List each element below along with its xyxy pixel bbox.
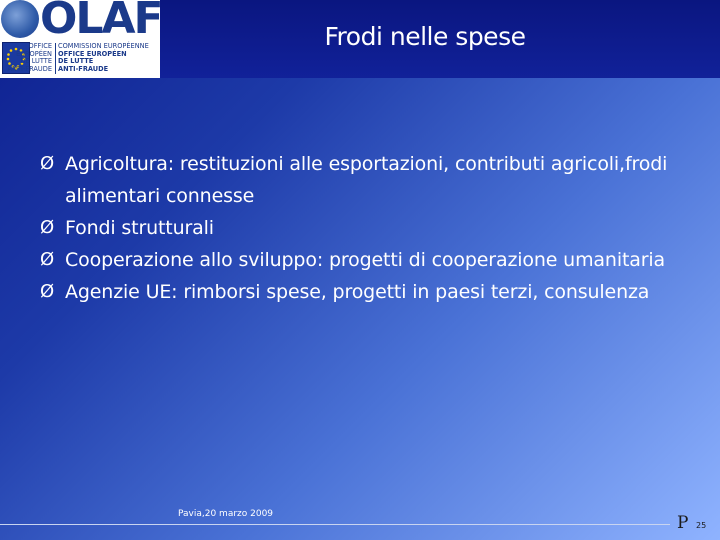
arrow-bullet-icon: Ø [40, 281, 55, 302]
slide-title: Frodi nelle spese [324, 22, 526, 51]
bullet-text: Fondi strutturali [65, 217, 214, 239]
bullet-list [40, 148, 700, 308]
footer-mark: P [677, 513, 689, 533]
header-bar [0, 0, 720, 78]
logo-left-line: OFFICE [28, 42, 52, 50]
footer-date: Pavia,20 marzo 2009 [178, 509, 274, 519]
globe-icon [1, 0, 39, 38]
bullet-item [40, 244, 700, 276]
logo-wordmark [0, 0, 162, 44]
logo-text-left [8, 43, 56, 74]
logo-left-line: ANTI-FRAUDE [7, 65, 52, 74]
logo-right-line: ANTI-FRAUDE [58, 65, 109, 74]
logo-left-line: DE LUTTE [20, 57, 52, 66]
logo-text-right [58, 43, 149, 74]
logo-left-line: EUROPÉEN [15, 49, 52, 58]
logo-wordmark-text: OLAF [40, 0, 162, 44]
arrow-bullet-icon: Ø [40, 249, 55, 270]
bullet-text: Agricoltura: restituzioni alle esportazioni, contributi agricoli,frodi alimentari connesse [65, 153, 668, 207]
olaf-logo [0, 0, 160, 78]
bullet-item [40, 276, 700, 308]
page-number: 25 [696, 521, 707, 530]
bullet-item [40, 148, 700, 212]
arrow-bullet-icon: Ø [40, 217, 55, 238]
logo-right-line: OFFICE EUROPÉEN [58, 49, 127, 58]
logo-right-line: DE LUTTE [58, 57, 94, 66]
footer-divider [0, 524, 670, 525]
bullet-text: Agenzie UE: rimborsi spese, progetti in paesi terzi, consulenza [65, 281, 650, 303]
bullet-text: Cooperazione allo sviluppo: progetti di cooperazione umanitaria [65, 249, 666, 271]
bullet-item [40, 212, 700, 244]
logo-right-line: COMMISSION EUROPÉENNE [58, 42, 149, 50]
arrow-bullet-icon: Ø [40, 153, 55, 174]
